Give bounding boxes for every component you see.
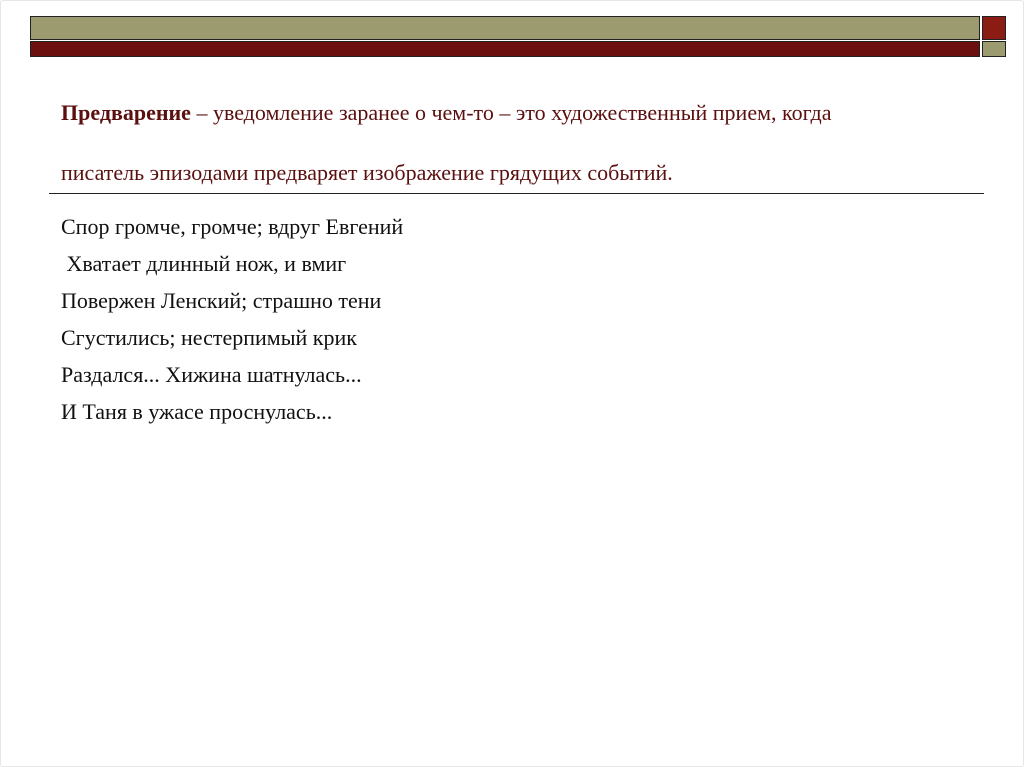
poem-line: Хватает длинный нож, и вмиг [61,251,347,276]
poem-line: Повержен Ленский; страшно тени [61,288,382,313]
poem-quote [61,208,403,430]
definition-paragraph [61,83,981,203]
definition-term: Предварение [61,100,191,125]
poem-line: Спор громче, громче; вдруг Евгений [61,214,404,239]
header-maroon-square [982,16,1006,40]
header-olive-bar [30,16,980,40]
definition-text-line2: писатель эпизодами предваряет изображение грядущих событий. [61,160,673,185]
header-maroon-bar [30,41,980,57]
poem-line: И Таня в ужасе проснулась... [61,399,333,424]
poem-line: Раздался... Хижина шатнулась... [61,362,362,387]
poem-line: Сгустились; нестерпимый крик [61,325,357,350]
header-olive-square [982,41,1006,57]
definition-text-line1: – уведомление заранее о чем-то – это художественный прием, когда [190,100,832,125]
divider-line [49,193,984,194]
